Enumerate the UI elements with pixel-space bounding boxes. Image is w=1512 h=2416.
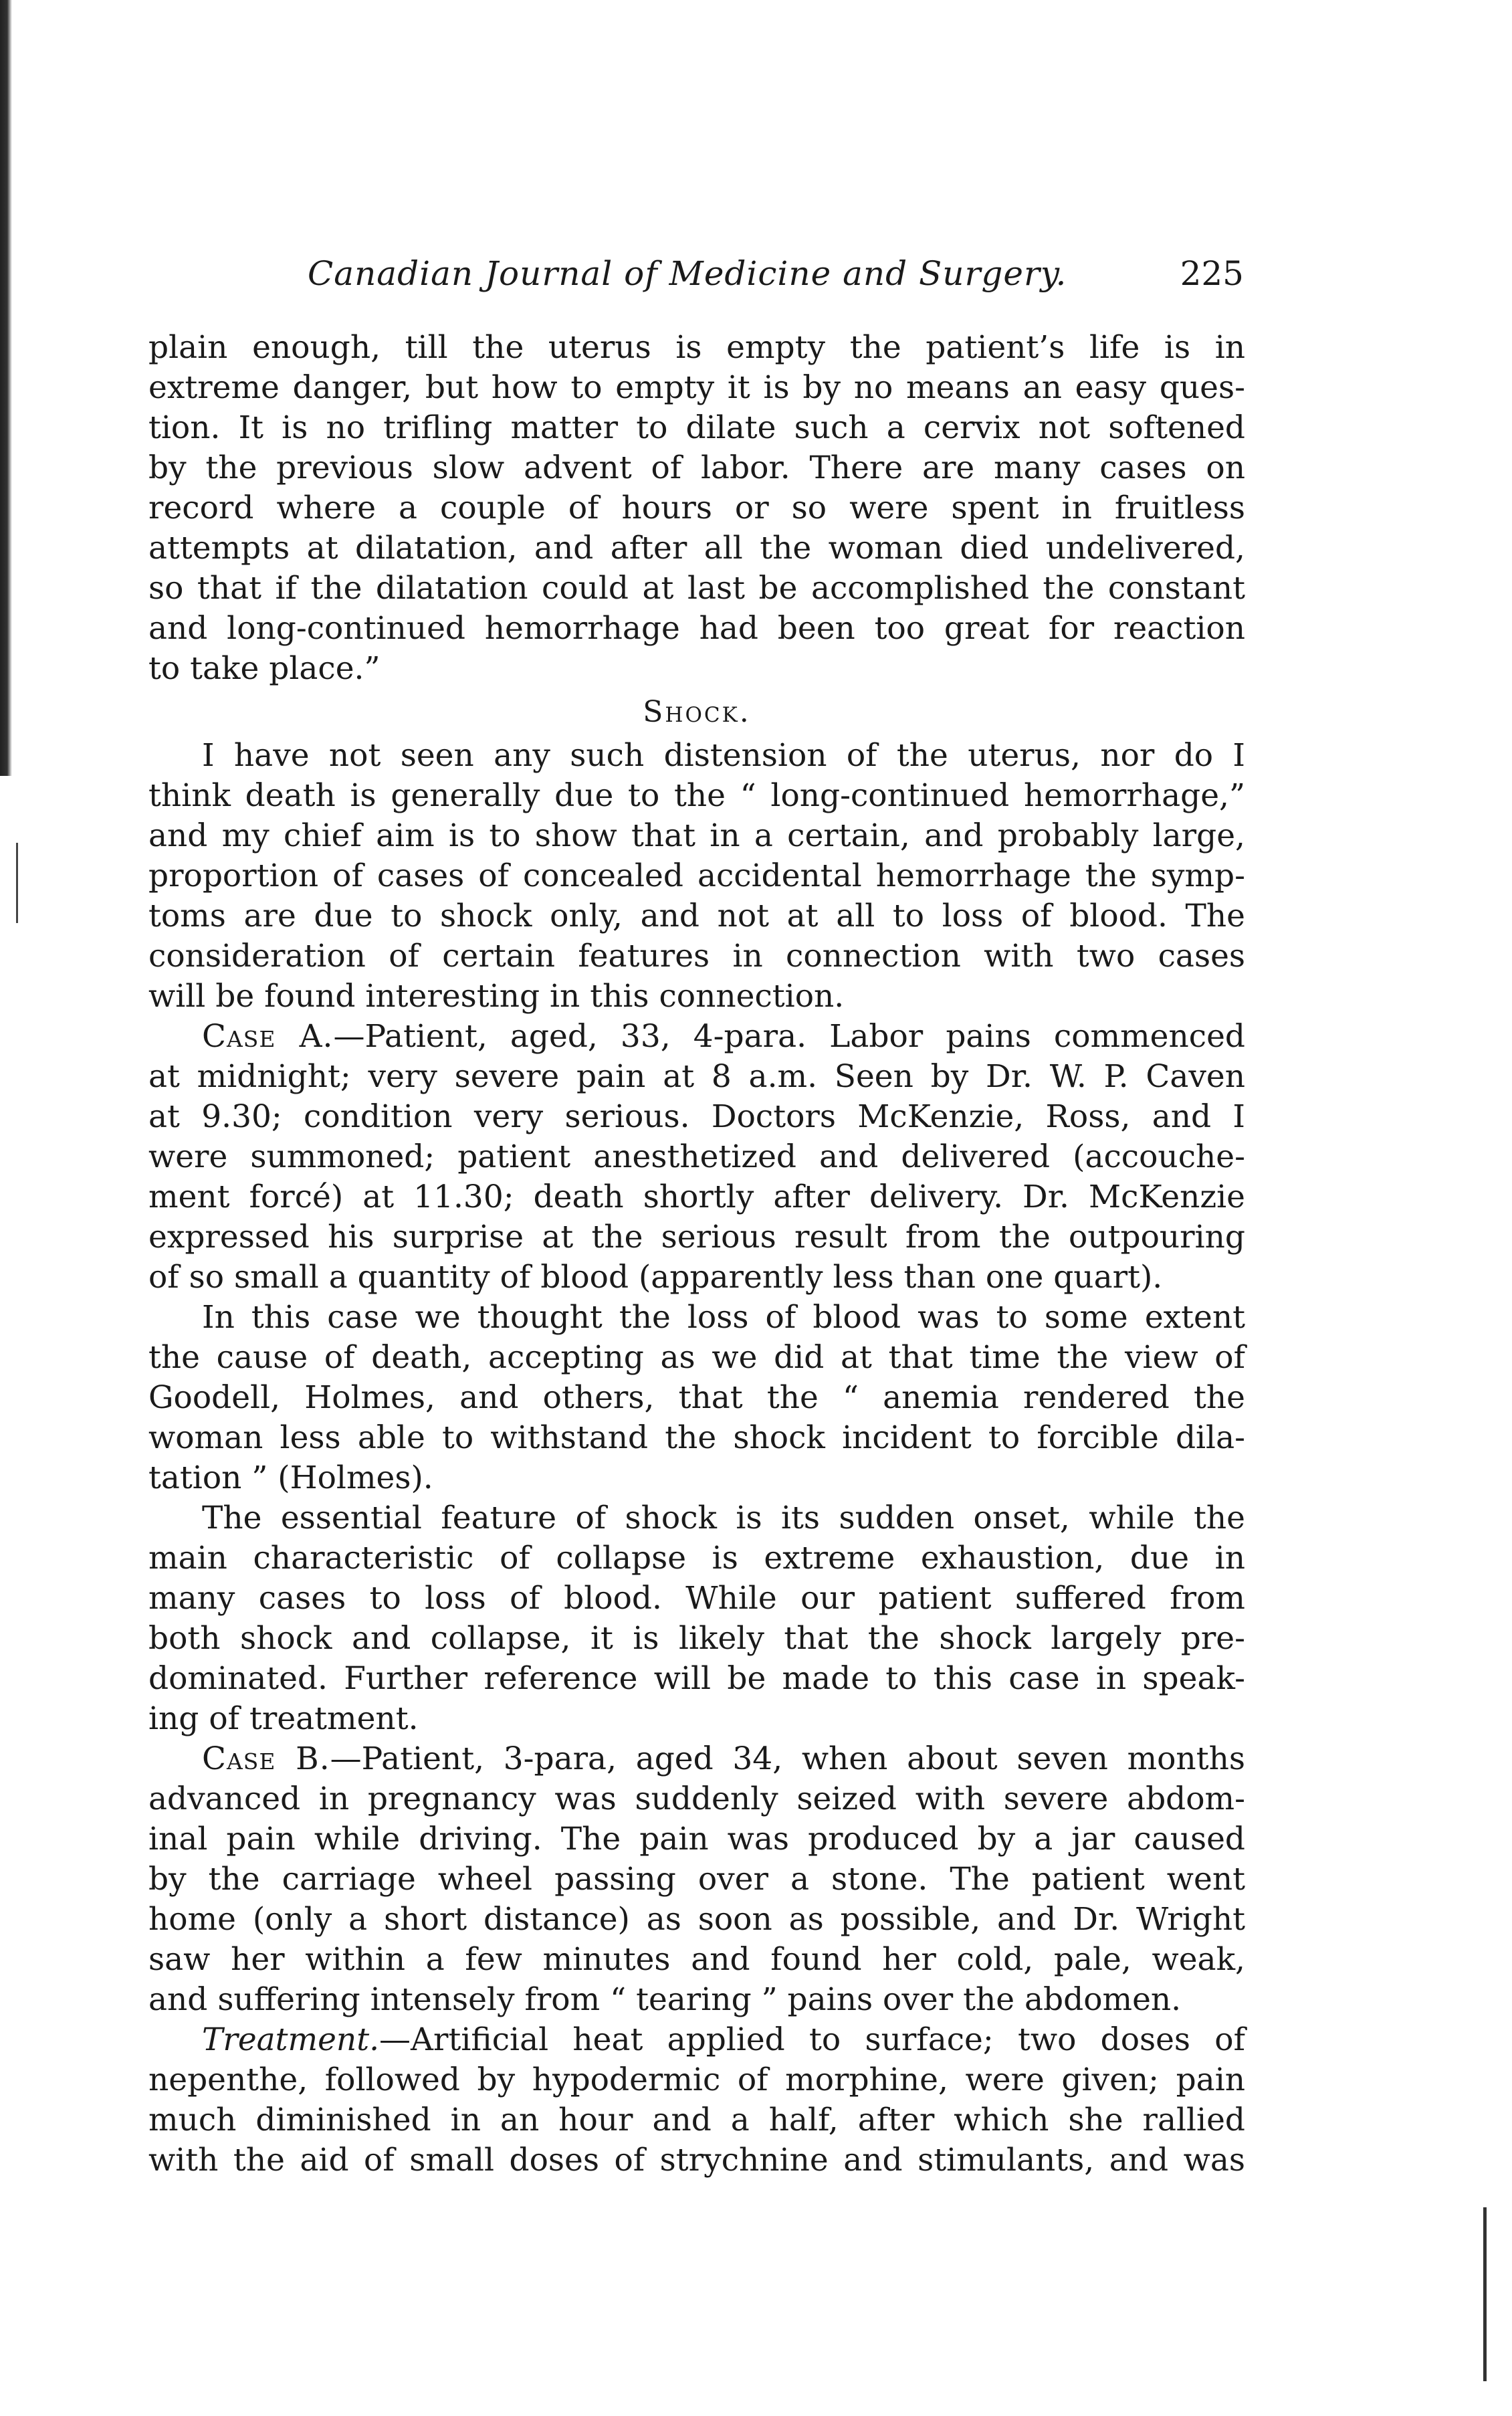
text-line: and my chief aim is to show that in a certain, and probably large, — [148, 817, 1245, 854]
text-line: with the aid of small doses of strychnine and stimulants, and was — [148, 2142, 1245, 2179]
text-line: inal pain while driving. The pain was produced by a jar caused — [148, 1821, 1245, 1857]
text-line: plain enough, till the uterus is empty the patient’s life is in — [148, 329, 1245, 366]
text-line: consideration of certain features in connection with two cases — [148, 938, 1245, 975]
text-line: by the carriage wheel passing over a stone. The patient went — [148, 1861, 1245, 1898]
binding-edge-shadow — [0, 0, 12, 776]
case-b-text: —Patient, 3-para, aged 34, when about seven months — [330, 1740, 1245, 1777]
text-line: expressed his surprise at the serious result from the outpouring — [148, 1219, 1245, 1255]
treatment-label: Treatment. — [202, 2021, 380, 2058]
page-number: 225 — [1180, 254, 1244, 293]
text-line: main characteristic of collapse is extreme exhaustion, due in — [148, 1540, 1245, 1577]
text-line: advanced in pregnancy was suddenly seized with severe abdom- — [148, 1781, 1245, 1817]
text-line: at midnight; very severe pain at 8 a.m. Seen by Dr. W. P. Caven — [148, 1058, 1245, 1095]
text-line: ment forcé) at 11.30; death shortly after delivery. Dr. McKenzie — [148, 1179, 1245, 1215]
text-line: I have not seen any such distension of the uterus, nor do I — [202, 737, 1245, 774]
text-line: and suffering intensely from “ tearing ” pains over the abdomen. — [148, 1981, 1182, 2018]
journal-title: Canadian Journal of Medicine and Surgery. — [308, 254, 1067, 293]
text-line: and long-continued hemorrhage had been too great for reaction — [148, 610, 1245, 647]
text-line: tion. It is no trifling matter to dilate such a cervix not softened — [148, 409, 1245, 446]
text-line: ing of treatment. — [148, 1700, 419, 1737]
treatment-text: —Artificial heat applied to surface; two doses of — [379, 2021, 1245, 2058]
text-line: by the previous slow advent of labor. There are many cases on — [148, 449, 1245, 486]
text-line — [148, 1017, 1245, 1057]
case-a-text: —Patient, aged, 33, 4-para. Labor pains commenced — [333, 1018, 1245, 1055]
scan-edge-speck — [1483, 2207, 1487, 2381]
text-line: much diminished in an hour and a half, after which she rallied — [148, 2102, 1245, 2138]
text-line: at 9.30; condition very serious. Doctors McKenzie, Ross, and I — [148, 1098, 1245, 1135]
article-body — [148, 328, 1245, 2181]
text-line: think death is generally due to the “ long-continued hemorrhage,” — [148, 777, 1245, 814]
text-line: both shock and collapse, it is likely that the shock largely pre- — [148, 1620, 1245, 1657]
text-line: so that if the dilatation could at last be accomplished the constant — [148, 570, 1245, 607]
case-a-label: Case A. — [202, 1018, 334, 1055]
text-line: toms are due to shock only, and not at all to loss of blood. The — [148, 898, 1245, 934]
case-b-label: Case B. — [202, 1740, 330, 1777]
text-line: proportion of cases of concealed accidental hemorrhage the symp- — [148, 858, 1245, 894]
section-heading: Shock. — [643, 695, 751, 729]
binding-edge-mark — [16, 843, 18, 923]
text-line: tation ” (Holmes). — [148, 1459, 433, 1496]
text-line: many cases to loss of blood. While our patient suffered from — [148, 1580, 1245, 1617]
text-line: dominated. Further reference will be made to this case in speak- — [148, 1660, 1245, 1697]
text-line: the cause of death, accepting as we did at that time the view of — [148, 1339, 1245, 1376]
running-head — [147, 254, 1244, 301]
text-line: will be found interesting in this connection. — [148, 978, 845, 1015]
text-line: home (only a short distance) as soon as possible, and Dr. Wright — [148, 1901, 1245, 1938]
text-line: The essential feature of shock is its sudden onset, while the — [202, 1500, 1245, 1536]
text-line: Goodell, Holmes, and others, that the “ anemia rendered the — [148, 1379, 1245, 1416]
text-line — [148, 2020, 1245, 2060]
text-line: to take place.” — [148, 650, 381, 687]
text-line: extreme danger, but how to empty it is by no means an easy ques- — [148, 369, 1245, 406]
text-line: In this case we thought the loss of blood was to some extent — [202, 1299, 1245, 1336]
text-line: attempts at dilatation, and after all the woman died undelivered, — [148, 530, 1245, 567]
text-line: were summoned; patient anesthetized and delivered (accouche- — [148, 1138, 1245, 1175]
text-line: nepenthe, followed by hypodermic of morphine, were given; pain — [148, 2061, 1245, 2098]
text-line: of so small a quantity of blood (apparently less than one quart). — [148, 1259, 1163, 1296]
text-line: record where a couple of hours or so were spent in fruitless — [148, 490, 1245, 526]
text-line: woman less able to withstand the shock incident to forcible dila- — [148, 1419, 1245, 1456]
text-line: saw her within a few minutes and found her cold, pale, weak, — [148, 1941, 1245, 1978]
text-line — [148, 1739, 1245, 1779]
